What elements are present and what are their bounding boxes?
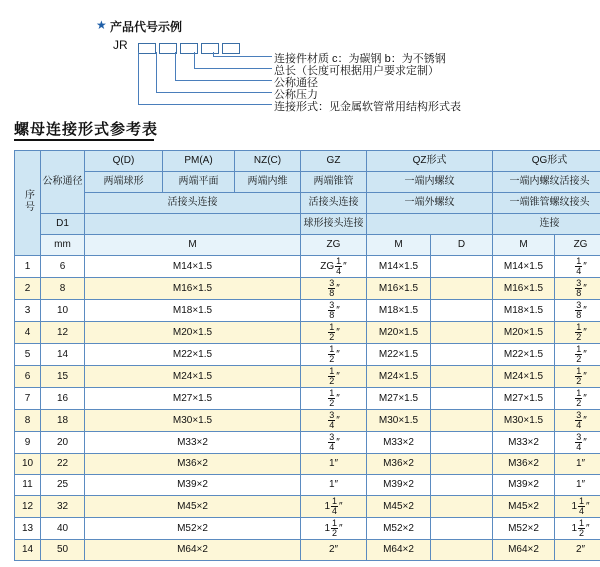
cell-seq: 11: [15, 475, 41, 496]
cell-q-thread: M22×1.5: [85, 344, 301, 366]
header-row-units: [15, 235, 600, 256]
cell-q-thread: M33×2: [85, 432, 301, 454]
cell-qg-zg: $\frac{1}{2}$ ″: [555, 344, 600, 366]
table-row: [15, 278, 600, 300]
cell-q-thread: M18×1.5: [85, 300, 301, 322]
cell-dn: 32: [41, 496, 85, 518]
cell-gz-thread: $\frac{3}{4}$ ″: [301, 410, 367, 432]
header-unit-d-qz: D: [431, 235, 493, 256]
header-group-nz: NZ(C): [235, 151, 301, 172]
header-group-gz: GZ: [301, 151, 367, 172]
cell-qz-d: [431, 475, 493, 496]
cell-gz-thread: $\frac{1}{2}$ ″: [301, 388, 367, 410]
header-blank-qz: [367, 214, 493, 235]
cell-qg-m: M24×1.5: [493, 366, 555, 388]
header-blank: [85, 214, 301, 235]
cell-qg-m: M27×1.5: [493, 388, 555, 410]
table-row: [15, 475, 600, 496]
cell-dn: 8: [41, 278, 85, 300]
header-joint-left: 活接头连接: [85, 193, 301, 214]
cell-dn: 22: [41, 454, 85, 475]
cell-seq: 9: [15, 432, 41, 454]
cell-qg-m: M22×1.5: [493, 344, 555, 366]
header-unit-m-qz: M: [367, 235, 431, 256]
cell-q-thread: M14×1.5: [85, 256, 301, 278]
legend-item-length: 总长（长度可根据用户要求定制）: [274, 65, 439, 77]
header-group-q: Q(D): [85, 151, 163, 172]
cell-qz-d: [431, 518, 493, 540]
cell-qz-m: M30×1.5: [367, 410, 431, 432]
header-seq: 序号: [15, 151, 41, 256]
header-group-qg: QG形式: [493, 151, 600, 172]
cell-qg-m: M14×1.5: [493, 256, 555, 278]
cell-qg-zg: $\frac{3}{4}$ ″: [555, 410, 600, 432]
header-unit-m-left: M: [85, 235, 301, 256]
cell-q-thread: M39×2: [85, 475, 301, 496]
cell-qz-m: M52×2: [367, 518, 431, 540]
cell-dn: 14: [41, 344, 85, 366]
cell-qz-d: [431, 410, 493, 432]
cell-gz-thread: $\frac{1}{2}$ ″: [301, 344, 367, 366]
table-row: [15, 256, 600, 278]
header-group-qz: QZ形式: [367, 151, 493, 172]
cell-dn: 12: [41, 322, 85, 344]
cell-qz-m: M33×2: [367, 432, 431, 454]
product-code-prefix: JR: [113, 38, 128, 52]
cell-qg-zg: 1 $\frac{1}{2}$ ″: [555, 518, 600, 540]
nut-connection-table: [14, 150, 600, 561]
cell-qg-zg: 1″: [555, 475, 600, 496]
title-underline: [14, 139, 154, 141]
cell-gz-thread: $\frac{1}{2}$ ″: [301, 322, 367, 344]
cell-seq: 13: [15, 518, 41, 540]
cell-qg-m: M16×1.5: [493, 278, 555, 300]
cell-qg-zg: $\frac{3}{4}$ ″: [555, 432, 600, 454]
cell-qg-zg: $\frac{3}{8}$ ″: [555, 300, 600, 322]
legend-item-connection: 连接形式：见金属软管常用结构形式表: [274, 101, 461, 113]
header-unit-m-qg: M: [493, 235, 555, 256]
cell-gz-thread: $\frac{3}{8}$ ″: [301, 300, 367, 322]
header-unit-zg: ZG: [301, 235, 367, 256]
table-row: [15, 344, 600, 366]
cell-qz-m: M24×1.5: [367, 366, 431, 388]
cell-qz-d: [431, 300, 493, 322]
header-desc-qz: 一端内螺纹: [367, 172, 493, 193]
cell-qz-m: M39×2: [367, 475, 431, 496]
cell-gz-thread: 1″: [301, 454, 367, 475]
table-row: [15, 454, 600, 475]
cell-q-thread: M24×1.5: [85, 366, 301, 388]
cell-qz-m: M36×2: [367, 454, 431, 475]
cell-seq: 3: [15, 300, 41, 322]
cell-qg-m: M45×2: [493, 496, 555, 518]
cell-gz-thread: $\frac{3}{8}$ ″: [301, 278, 367, 300]
header-connect-qg: 连接: [493, 214, 600, 235]
table-row: [15, 322, 600, 344]
cell-qz-d: [431, 322, 493, 344]
cell-q-thread: M16×1.5: [85, 278, 301, 300]
header-row-desc2: [15, 193, 600, 214]
cell-qz-d: [431, 366, 493, 388]
cell-qz-d: [431, 256, 493, 278]
cell-seq: 7: [15, 388, 41, 410]
cell-qg-m: M33×2: [493, 432, 555, 454]
cell-q-thread: M27×1.5: [85, 388, 301, 410]
table-header: [15, 151, 600, 256]
cell-qg-m: M18×1.5: [493, 300, 555, 322]
cell-q-thread: M52×2: [85, 518, 301, 540]
cell-qg-m: M39×2: [493, 475, 555, 496]
cell-qz-d: [431, 432, 493, 454]
table-row: [15, 388, 600, 410]
legend-item-material: 连接件材质 c：为碳钢 b：为不锈钢: [274, 53, 446, 65]
cell-qz-d: [431, 454, 493, 475]
header-d1: D1: [41, 214, 85, 235]
cell-gz-thread: $\frac{3}{4}$ ″: [301, 432, 367, 454]
cell-seq: 14: [15, 540, 41, 561]
cell-dn: 50: [41, 540, 85, 561]
header-desc-qg: 一端内螺纹活接头: [493, 172, 600, 193]
cell-qz-d: [431, 540, 493, 561]
star-icon: ★: [96, 18, 107, 32]
cell-q-thread: M45×2: [85, 496, 301, 518]
cell-qz-m: M16×1.5: [367, 278, 431, 300]
legend-item-pressure: 公称压力: [274, 89, 318, 101]
header-row-d1: [15, 214, 600, 235]
cell-qg-zg: 1″: [555, 454, 600, 475]
cell-q-thread: M30×1.5: [85, 410, 301, 432]
cell-dn: 15: [41, 366, 85, 388]
header-dn: 公称通径: [41, 151, 85, 214]
cell-qg-zg: $\frac{1}{2}$ ″: [555, 322, 600, 344]
cell-dn: 40: [41, 518, 85, 540]
cell-qg-m: M36×2: [493, 454, 555, 475]
cell-seq: 1: [15, 256, 41, 278]
header-group-pm: PM(A): [163, 151, 235, 172]
header-desc-nz: 两端内维: [235, 172, 301, 193]
legend-title: 产品代号示例: [110, 20, 183, 34]
cell-qg-m: M20×1.5: [493, 322, 555, 344]
cell-dn: 25: [41, 475, 85, 496]
cell-dn: 20: [41, 432, 85, 454]
cell-qz-m: M22×1.5: [367, 344, 431, 366]
table-row: [15, 540, 600, 561]
table-row: [15, 518, 600, 540]
cell-gz-thread: ZG $\frac{1}{4}$ ″: [301, 256, 367, 278]
cell-seq: 4: [15, 322, 41, 344]
header-joint-gz: 活接头连接: [301, 193, 367, 214]
cell-qg-zg: $\frac{1}{2}$ ″: [555, 366, 600, 388]
cell-qz-d: [431, 344, 493, 366]
cell-qz-d: [431, 496, 493, 518]
legend-item-bore: 公称通径: [274, 77, 318, 89]
cell-dn: 10: [41, 300, 85, 322]
header-unit-mm: mm: [41, 235, 85, 256]
header-desc-q: 两端球形: [85, 172, 163, 193]
header-thread-qz: 一端外螺纹: [367, 193, 493, 214]
cell-q-thread: M36×2: [85, 454, 301, 475]
cell-seq: 12: [15, 496, 41, 518]
cell-seq: 8: [15, 410, 41, 432]
product-code-legend: [0, 0, 600, 112]
table-row: [15, 410, 600, 432]
cell-gz-thread: 1 $\frac{1}{4}$ ″: [301, 496, 367, 518]
cell-qg-m: M64×2: [493, 540, 555, 561]
header-thread-qg: 一端锥管螺纹接头: [493, 193, 600, 214]
header-ball-joint-gz: 球形接头连接: [301, 214, 367, 235]
cell-gz-thread: 1 $\frac{1}{2}$ ″: [301, 518, 367, 540]
cell-seq: 2: [15, 278, 41, 300]
cell-seq: 6: [15, 366, 41, 388]
nut-connection-table-wrapper: [14, 150, 590, 561]
cell-qz-m: M64×2: [367, 540, 431, 561]
cell-gz-thread: 2″: [301, 540, 367, 561]
cell-qg-zg: $\frac{1}{2}$ ″: [555, 388, 600, 410]
cell-qg-zg: $\frac{3}{8}$ ″: [555, 278, 600, 300]
table-body: [15, 256, 600, 561]
cell-qz-m: M27×1.5: [367, 388, 431, 410]
cell-qg-zg: $\frac{1}{4}$ ″: [555, 256, 600, 278]
cell-dn: 16: [41, 388, 85, 410]
header-desc-gz: 两端锥管: [301, 172, 367, 193]
cell-qg-zg: 1 $\frac{1}{4}$ ″: [555, 496, 600, 518]
cell-gz-thread: $\frac{1}{2}$ ″: [301, 366, 367, 388]
cell-seq: 10: [15, 454, 41, 475]
header-unit-zg-qg: ZG: [555, 235, 600, 256]
cell-qz-m: M18×1.5: [367, 300, 431, 322]
cell-gz-thread: 1″: [301, 475, 367, 496]
cell-q-thread: M20×1.5: [85, 322, 301, 344]
leader-line: [138, 52, 272, 105]
page-title: 螺母连接形式参考表: [14, 121, 159, 138]
table-row: [15, 366, 600, 388]
header-row-groups: [15, 151, 600, 172]
cell-q-thread: M64×2: [85, 540, 301, 561]
cell-dn: 18: [41, 410, 85, 432]
cell-qz-m: M14×1.5: [367, 256, 431, 278]
table-row: [15, 496, 600, 518]
cell-qz-m: M20×1.5: [367, 322, 431, 344]
cell-qz-d: [431, 388, 493, 410]
header-row-desc1: [15, 172, 600, 193]
cell-qg-m: M52×2: [493, 518, 555, 540]
table-row: [15, 300, 600, 322]
header-desc-pm: 两端平面: [163, 172, 235, 193]
cell-dn: 6: [41, 256, 85, 278]
cell-qz-m: M45×2: [367, 496, 431, 518]
cell-qz-d: [431, 278, 493, 300]
cell-qg-zg: 2″: [555, 540, 600, 561]
cell-seq: 5: [15, 344, 41, 366]
cell-qg-m: M30×1.5: [493, 410, 555, 432]
table-row: [15, 432, 600, 454]
